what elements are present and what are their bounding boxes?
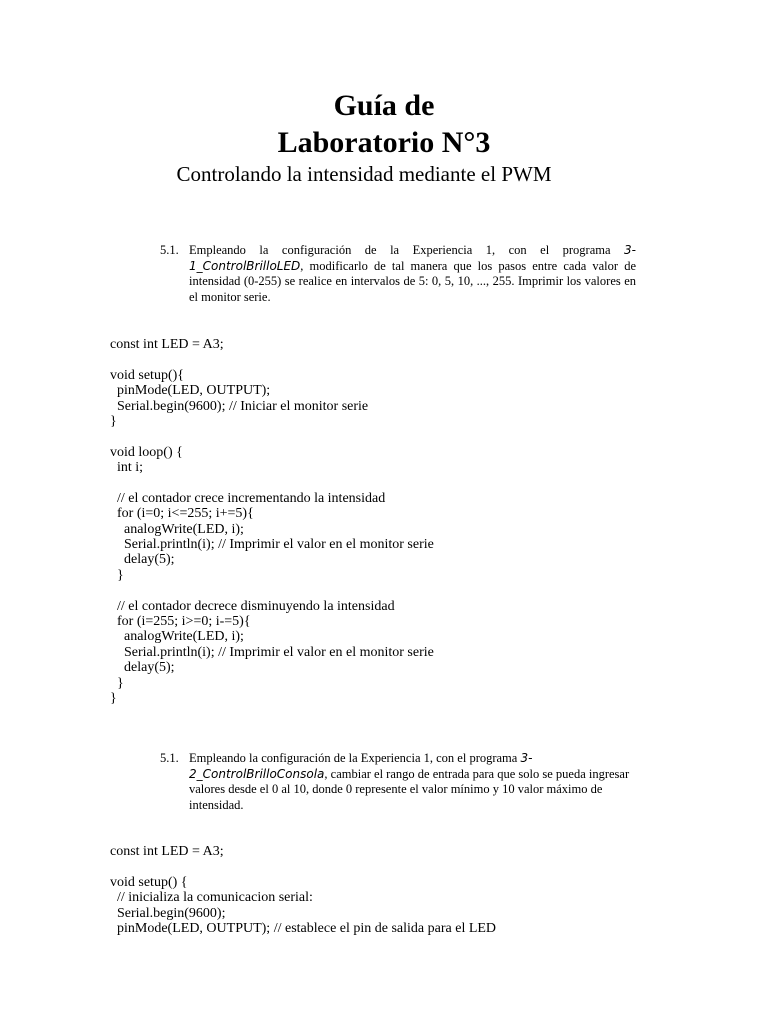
document-title-line1: Guía de <box>333 89 435 122</box>
code-line: } <box>110 690 117 706</box>
code-line: } <box>110 567 124 583</box>
code-line: for (i=0; i<=255; i+=5){ <box>110 506 254 522</box>
document-title-line2: Laboratorio N°3 <box>277 126 491 159</box>
code-line: pinMode(LED, OUTPUT); <box>110 383 271 399</box>
code-line: // el contador crece incrementando la intensidad <box>110 490 386 506</box>
code-line: void setup() { <box>110 874 188 890</box>
exercise-text-before: Empleando la configuración de la Experiencia 1, con el programa <box>189 243 625 257</box>
code-line: void loop() { <box>110 444 183 460</box>
code-line: pinMode(LED, OUTPUT); // establece el pin de salida para el LED <box>110 920 497 936</box>
exercise-item-1 <box>160 243 636 305</box>
exercise-item-2 <box>160 751 636 813</box>
code-line: } <box>110 675 124 691</box>
program-name: 3-1_ControlBrilloLED <box>189 243 636 273</box>
code-line: const int LED = A3; <box>110 844 224 859</box>
code-line: Serial.begin(9600); // Iniciar el monitor serie <box>110 398 369 414</box>
code-line: // el contador decrece disminuyendo la intensidad <box>110 598 395 614</box>
code-line: Serial.begin(9600); <box>110 905 226 921</box>
code-line: delay(5); <box>110 552 175 568</box>
exercise-text-after: , cambiar el rango de entrada para que solo se pueda ingresar valores desde el 0 al 10, donde 0 represente el valor mínimo y 10 valor máximo de intensidad. <box>189 766 630 812</box>
code-line: delay(5); <box>110 660 175 676</box>
exercise-text-before: Empleando la configuración de la Experiencia 1, con el programa <box>189 751 521 765</box>
code-line <box>110 859 670 874</box>
exercise-text <box>189 751 636 813</box>
exercise-text-after: , modificarlo de tal manera que los pasos entre cada valor de intensidad (0-255) se realice en intervalos de 5: 0, 5, 10, ..., 255. Imprimir los valores en el monitor serie. <box>189 258 636 304</box>
code-line: const int LED = A3; <box>110 337 224 352</box>
exercise-number: 5.1. <box>160 751 179 765</box>
code-block-1 <box>110 337 670 706</box>
code-line: analogWrite(LED, i); <box>110 521 244 537</box>
code-line: Serial.println(i); // Imprimir el valor en el monitor serie <box>110 644 434 660</box>
program-name: 3-2_ControlBrilloConsola <box>189 751 533 781</box>
exercise-number: 5.1. <box>160 243 179 257</box>
code-block-2 <box>110 844 670 936</box>
code-line: analogWrite(LED, i); <box>110 629 244 645</box>
code-line <box>110 429 670 444</box>
code-line <box>110 352 670 367</box>
code-line <box>110 583 670 598</box>
code-line: // inicializa la comunicacion serial: <box>110 890 313 906</box>
code-line <box>110 476 670 491</box>
exercise-text <box>189 243 636 305</box>
code-line: void setup(){ <box>110 367 184 383</box>
code-line: Serial.println(i); // Imprimir el valor en el monitor serie <box>110 537 434 553</box>
code-line: int i; <box>110 460 144 476</box>
document-subtitle: Controlando la intensidad mediante el PWM <box>176 162 552 186</box>
code-line: for (i=255; i>=0; i-=5){ <box>110 614 251 630</box>
code-line: } <box>110 413 117 429</box>
